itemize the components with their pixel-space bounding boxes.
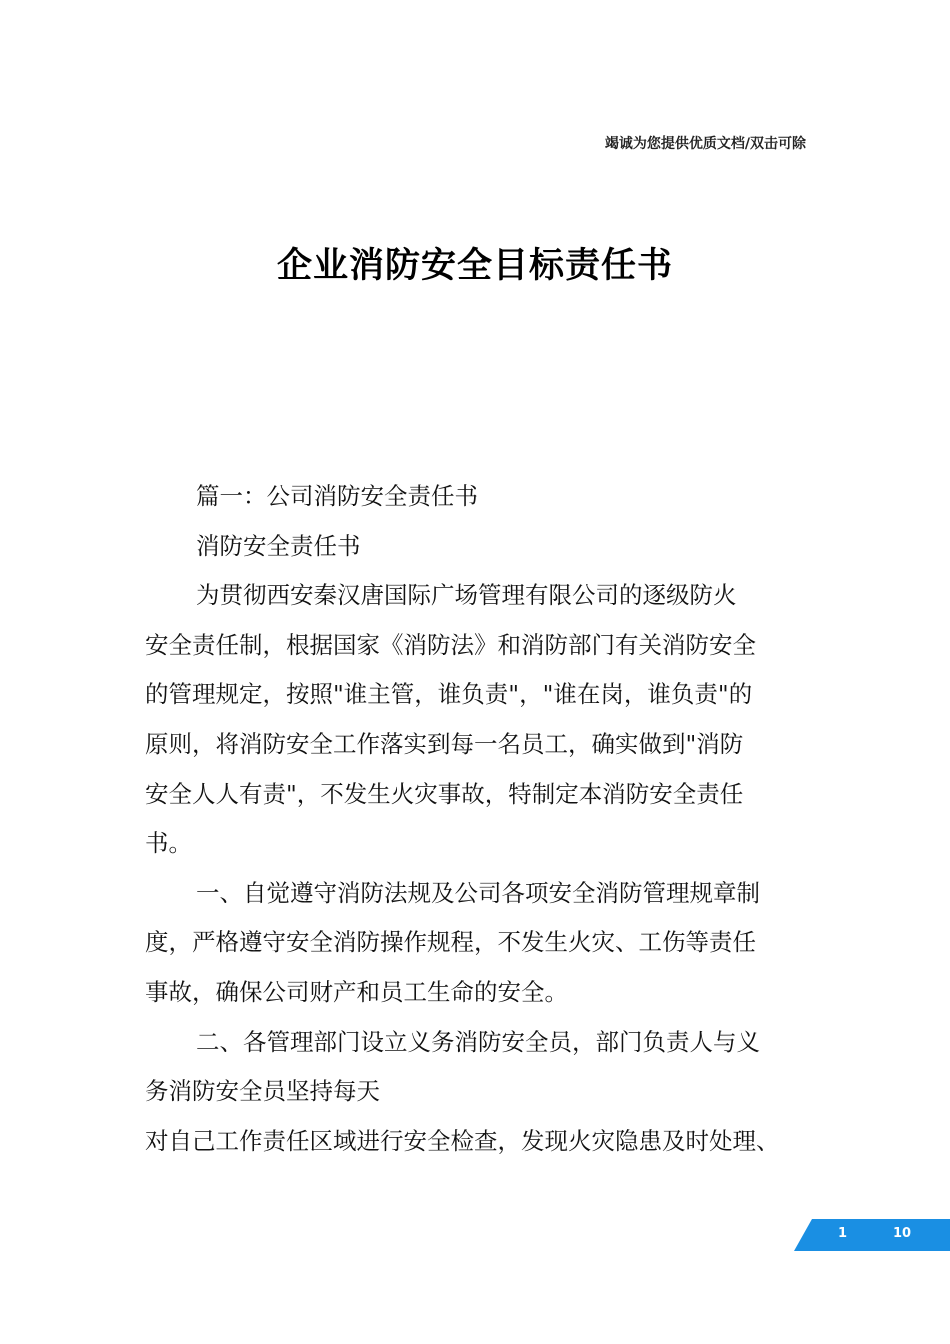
body-line: 对自己工作责任区域进行安全检查，发现火灾隐患及时处理、 [145,1126,780,1155]
body-line: 安全人人有责"，不发生火灾事故，特制定本消防安全责任 [145,779,744,808]
body-line: 一、自觉遵守消防法规及公司各项安全消防管理规章制 [196,878,760,907]
body-line: 的管理规定，按照"谁主管，谁负责"，"谁在岗，谁负责"的 [145,680,753,709]
page-indicator [794,1219,950,1251]
body-line: 为贯彻西安秦汉唐国际广场管理有限公司的逐级防火 [196,581,737,610]
header-note: 竭诚为您提供优质文档/双击可除 [604,136,806,152]
current-page-number: 1 [838,1226,848,1241]
body-line: 务消防安全员坚持每天 [145,1077,380,1106]
body-line: 原则，将消防安全工作落实到每一名员工，确实做到"消防 [145,729,744,758]
total-pages-number: 10 [893,1226,912,1241]
body-line: 事故，确保公司财产和员工生命的安全。 [145,977,568,1006]
document-body [145,472,810,1166]
body-line: 二、各管理部门设立义务消防安全员，部门负责人与义 [196,1027,760,1056]
body-line: 安全责任制，根据国家《消防法》和消防部门有关消防安全 [145,630,756,659]
body-line: 消防安全责任书 [196,531,361,560]
body-line: 度，严格遵守安全消防操作规程，不发生火灾、工伤等责任 [145,928,756,957]
document-title: 企业消防安全目标责任书 [276,246,673,286]
body-line: 篇一：公司消防安全责任书 [196,482,478,510]
page-indicator-shape [794,1219,950,1251]
body-line: 书。 [145,829,192,858]
